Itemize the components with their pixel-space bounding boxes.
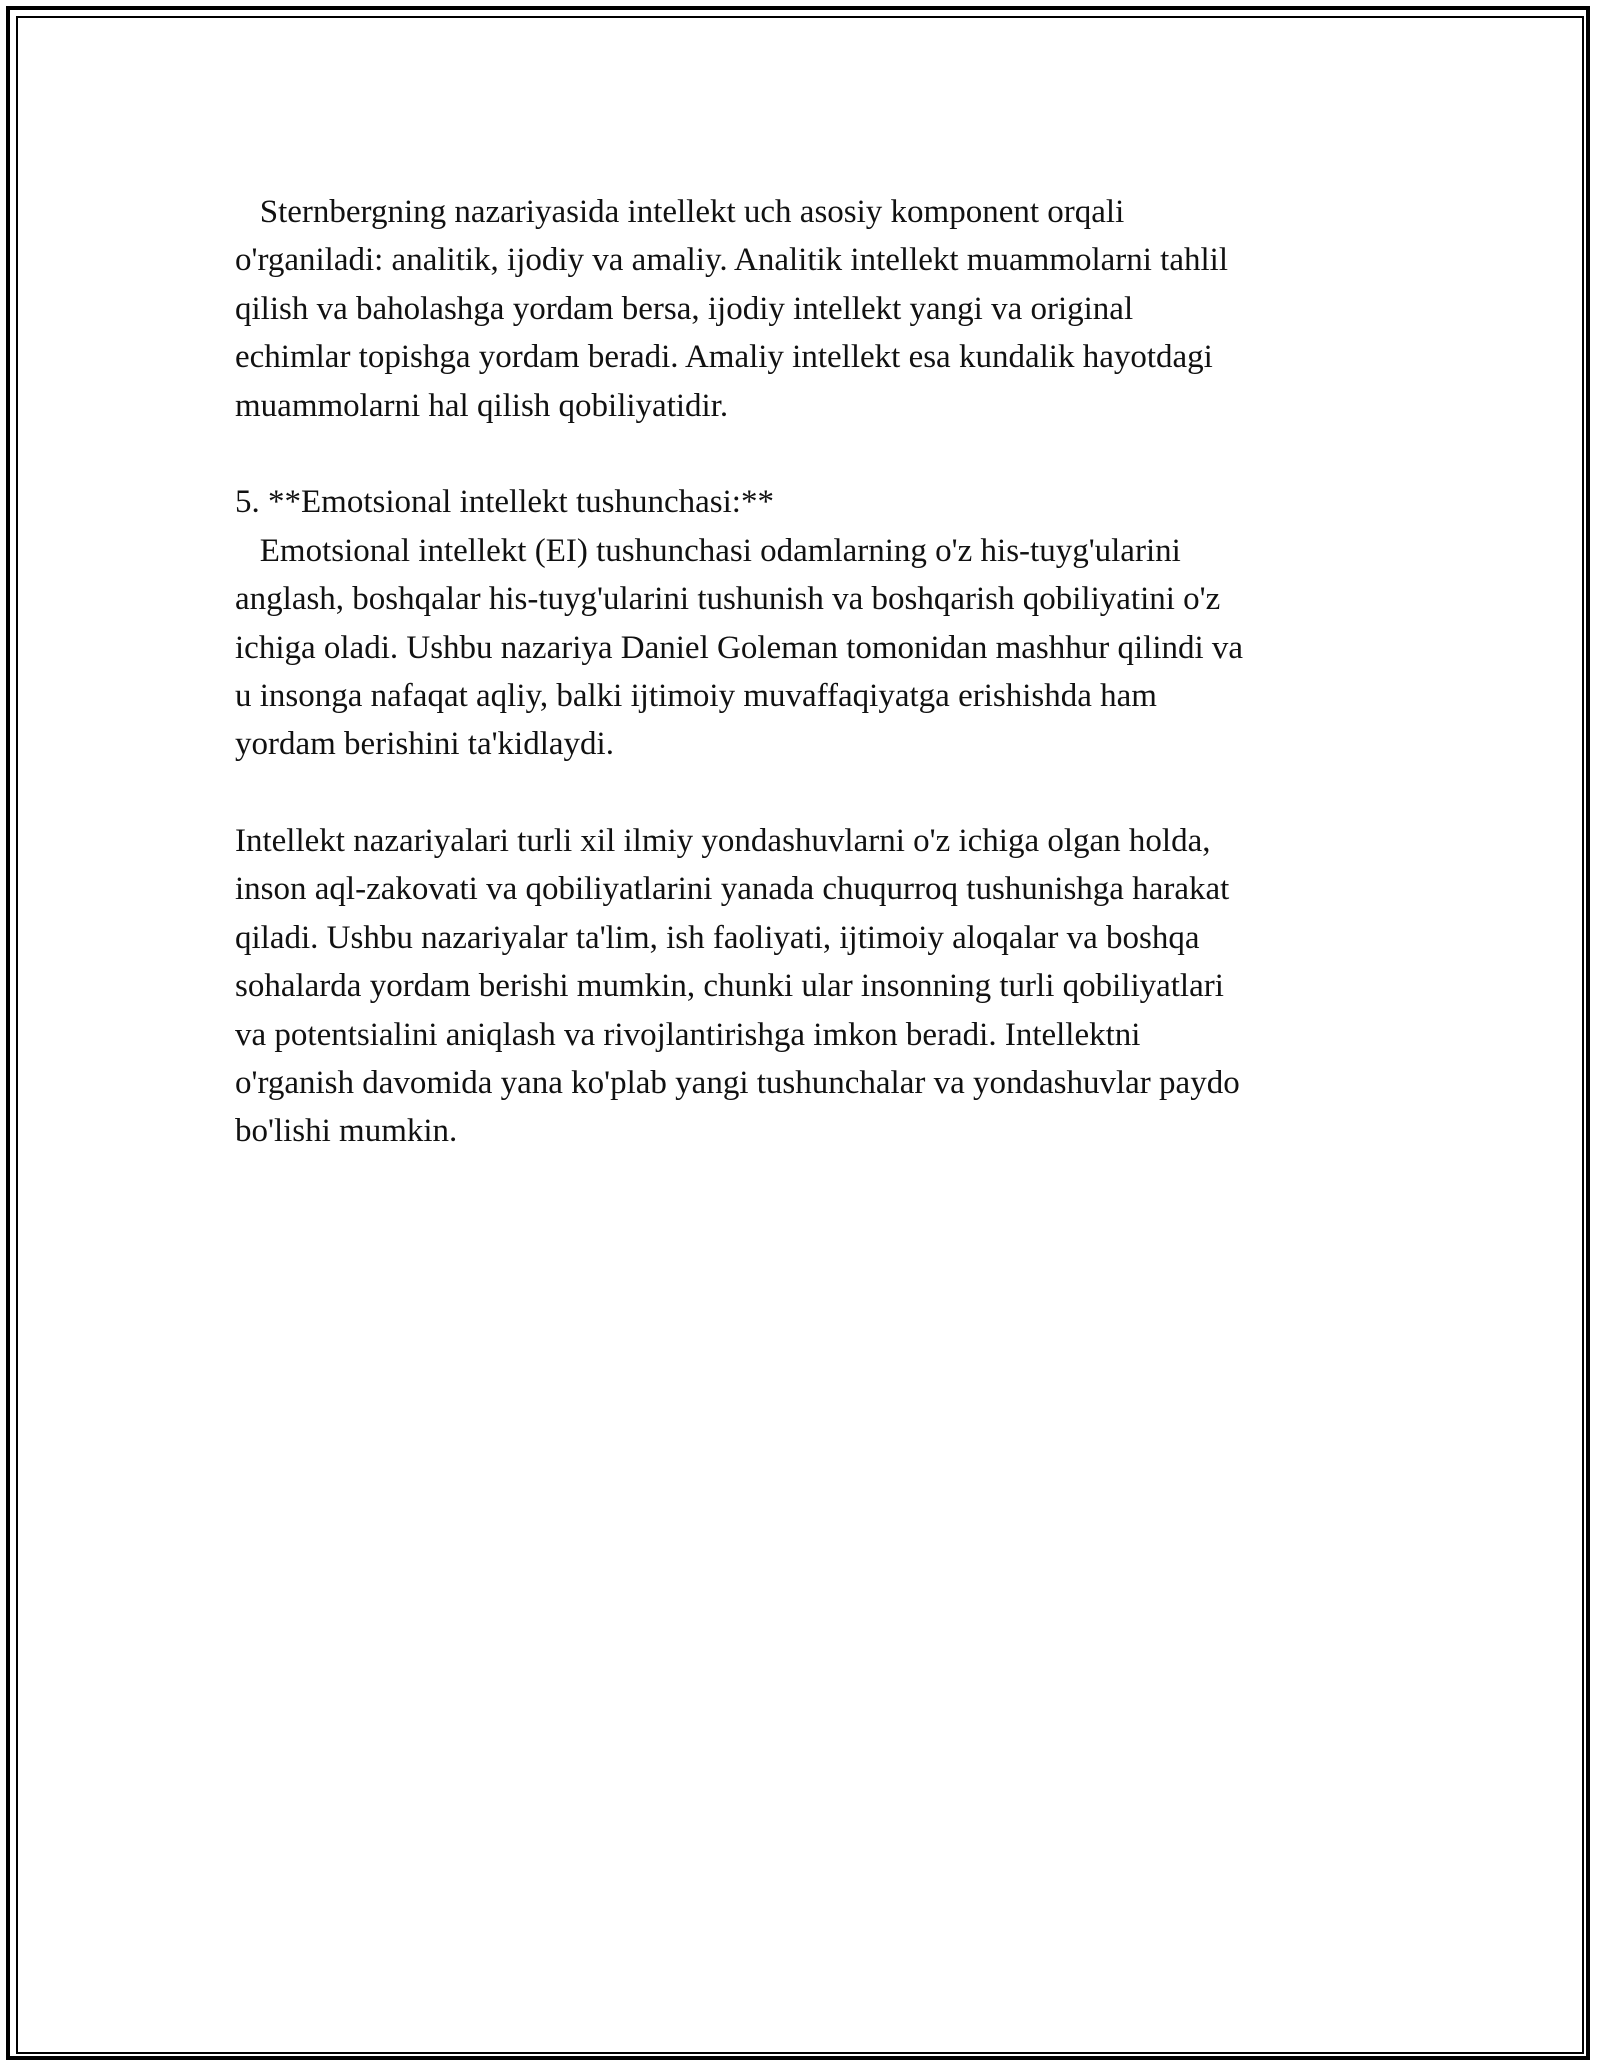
paragraph-conclusion — [235, 817, 1375, 1156]
text-line: u insonga nafaqat aqliy, balki ijtimoiy muvaffaqiyatga erishishda ham — [235, 677, 1157, 714]
paragraph-sternberg — [235, 188, 1375, 430]
text-line: ichiga oladi. Ushbu nazariya Daniel Goleman tomonidan mashhur qilindi va — [235, 629, 1244, 666]
section-emotional-intelligence — [235, 478, 1375, 768]
text-line: muammolarni hal qilish qobiliyatidir. — [235, 387, 729, 424]
text-line: qilish va baholashga yordam bersa, ijodiy intellekt yangi va original — [235, 290, 1134, 327]
text-line: anglash, boshqalar his-tuyg'ularini tushunish va boshqarish qobiliyatini o'z — [235, 581, 1221, 618]
text-line: echimlar topishga yordam beradi. Amaliy intellekt esa kundalik hayotdagi — [235, 339, 1213, 376]
text-line: sohalarda yordam berishi mumkin, chunki ular insonning turli qobiliyatlari — [235, 968, 1224, 1005]
spacer — [235, 769, 1375, 817]
spacer — [235, 430, 1375, 478]
text-line: va potentsialini aniqlash va rivojlantirishga imkon beradi. Intellektni — [235, 1016, 1141, 1053]
text-line: o'rganiladi: analitik, ijodiy va amaliy. Analitik intellekt muammolarni tahlil — [235, 242, 1228, 279]
text-line: bo'lishi mumkin. — [235, 1113, 458, 1150]
document-body — [235, 188, 1375, 1156]
section-heading: 5. **Emotsional intellekt tushunchasi:** — [235, 484, 774, 521]
text-line: Sternbergning nazariyasida intellekt uch asosiy komponent orqali — [235, 194, 1125, 230]
text-line: o'rganish davomida yana ko'plab yangi tushunchalar va yondashuvlar paydo — [235, 1065, 1240, 1102]
text-line: Emotsional intellekt (EI) tushunchasi odamlarning o'z his-tuyg'ularini — [235, 532, 1181, 569]
text-line: inson aql-zakovati va qobiliyatlarini yanada chuqurroq tushunishga harakat — [235, 871, 1230, 908]
text-line: qiladi. Ushbu nazariyalar ta'lim, ish faoliyati, ijtimoiy aloqalar va boshqa — [235, 919, 1200, 956]
text-line: Intellekt nazariyalari turli xil ilmiy yondashuvlarni o'z ichiga olgan holda, — [235, 823, 1211, 860]
text-line: yordam berishini ta'kidlaydi. — [235, 726, 614, 763]
